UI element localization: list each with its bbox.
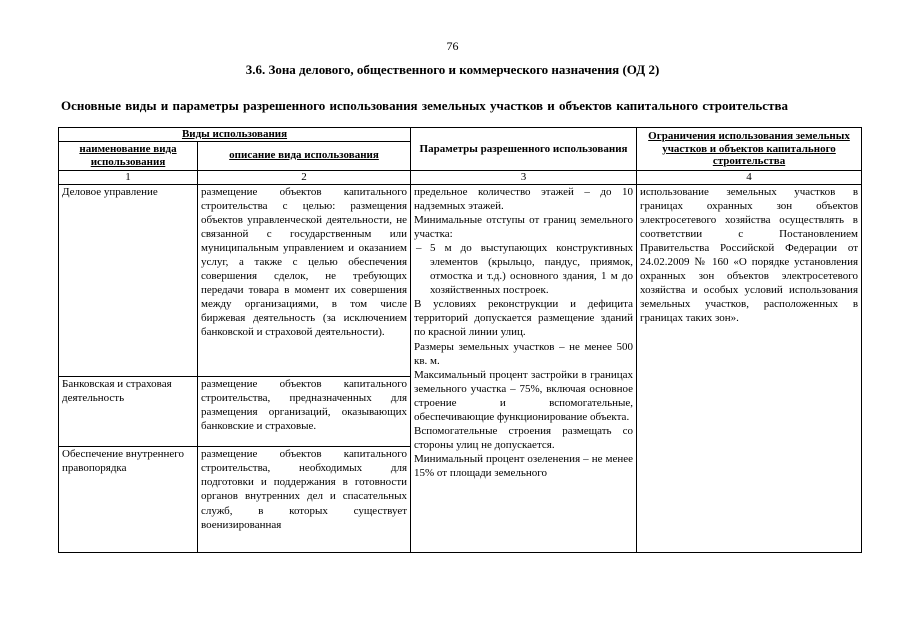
param-setbacks: Минимальные отступы от границ земельного участка: (414, 213, 634, 240)
column-number: 2 (198, 170, 411, 184)
header-row-1 (59, 128, 862, 142)
column-number: 4 (637, 170, 862, 184)
usage-name: Обеспечение внутреннего правопорядка (59, 447, 198, 552)
header-usage-description: описание вида использования (198, 141, 411, 170)
param-greenery: Минимальный процент озеленения – не менее 15% от площади земельного (414, 453, 634, 480)
table-row (59, 184, 862, 376)
column-number-row (59, 170, 862, 184)
param-building-percent: Максимальный процент застройки в границах земельного участка – 75%, включая основное строение и вспомогательные, обеспечивающие функционирование объекта. (414, 368, 634, 423)
usage-name: Банковская и страховая деятельность (59, 376, 198, 447)
setbacks-list (414, 241, 633, 297)
usage-description: размещение объектов капитального строительства с целью: размещения объектов управленческой деятельности, не связанной с государственным или муниципальным управлением и оказанием услуг, а также с целью обеспечения совершения сделок, не требующих передачи товара в момент их совершения между организациями, в том числе биржевая деятельность (за исключением банковской и страховой деятельности). (198, 184, 411, 376)
land-use-table (58, 127, 862, 553)
usage-name: Деловое управление (59, 184, 198, 376)
list-item: – 5 м до выступающих конструктивных элементов (крыльцо, пандус, приямок, отмостка и т.д.) основного здания, 1 м до хозяйственных построек. (430, 241, 633, 297)
usage-description: размещение объектов капитального строительства, предназначенных для размещения организаций, оказывающих банковские и страховые. (198, 376, 411, 447)
header-usage-name: наименование вида использования (59, 141, 198, 170)
param-auxiliary: Вспомогательные строения размещать со стороны улиц не допускается. (414, 425, 634, 452)
table-caption: Основные виды и параметры разрешенного использования земельных участков и объектов капитального строительства (61, 98, 788, 113)
limits-cell: использование земельных участков в границах охранных зон объектов электросетевого хозяйства осуществлять в соответствии с Постановлением Правительства Российской Федерации от 24.02.2009 № 160 «О порядке установления охранных зон объектов электросетевого хозяйства и особых условий использования земельных участков, расположенных в границах таких зон». (637, 184, 862, 552)
param-plot-size: Размеры земельных участков – не менее 500 кв. м. (414, 340, 634, 367)
param-floors: предельное количество этажей – до 10 надземных этажей. (414, 185, 634, 212)
column-number: 1 (59, 170, 198, 184)
page-number: 76 (446, 39, 459, 53)
params-content (414, 185, 633, 552)
param-reconstruction: В условиях реконструкции и дефицита территорий допускается размещение зданий по красной линии улиц. (414, 298, 634, 339)
usage-description: размещение объектов капитального строительства, необходимых для подготовки и поддержания в готовности органов внутренних дел и спасательных служб, в которых существует военизированная (198, 447, 411, 552)
params-cell (411, 184, 637, 552)
header-limits: Ограничения использования земельных участков и объектов капитального строительства (637, 128, 862, 171)
header-usage-types: Виды использования (59, 128, 411, 142)
header-params: Параметры разрешенного использования (411, 128, 637, 171)
column-number: 3 (411, 170, 637, 184)
section-title: 3.6. Зона делового, общественного и коммерческого назначения (ОД 2) (245, 62, 660, 77)
